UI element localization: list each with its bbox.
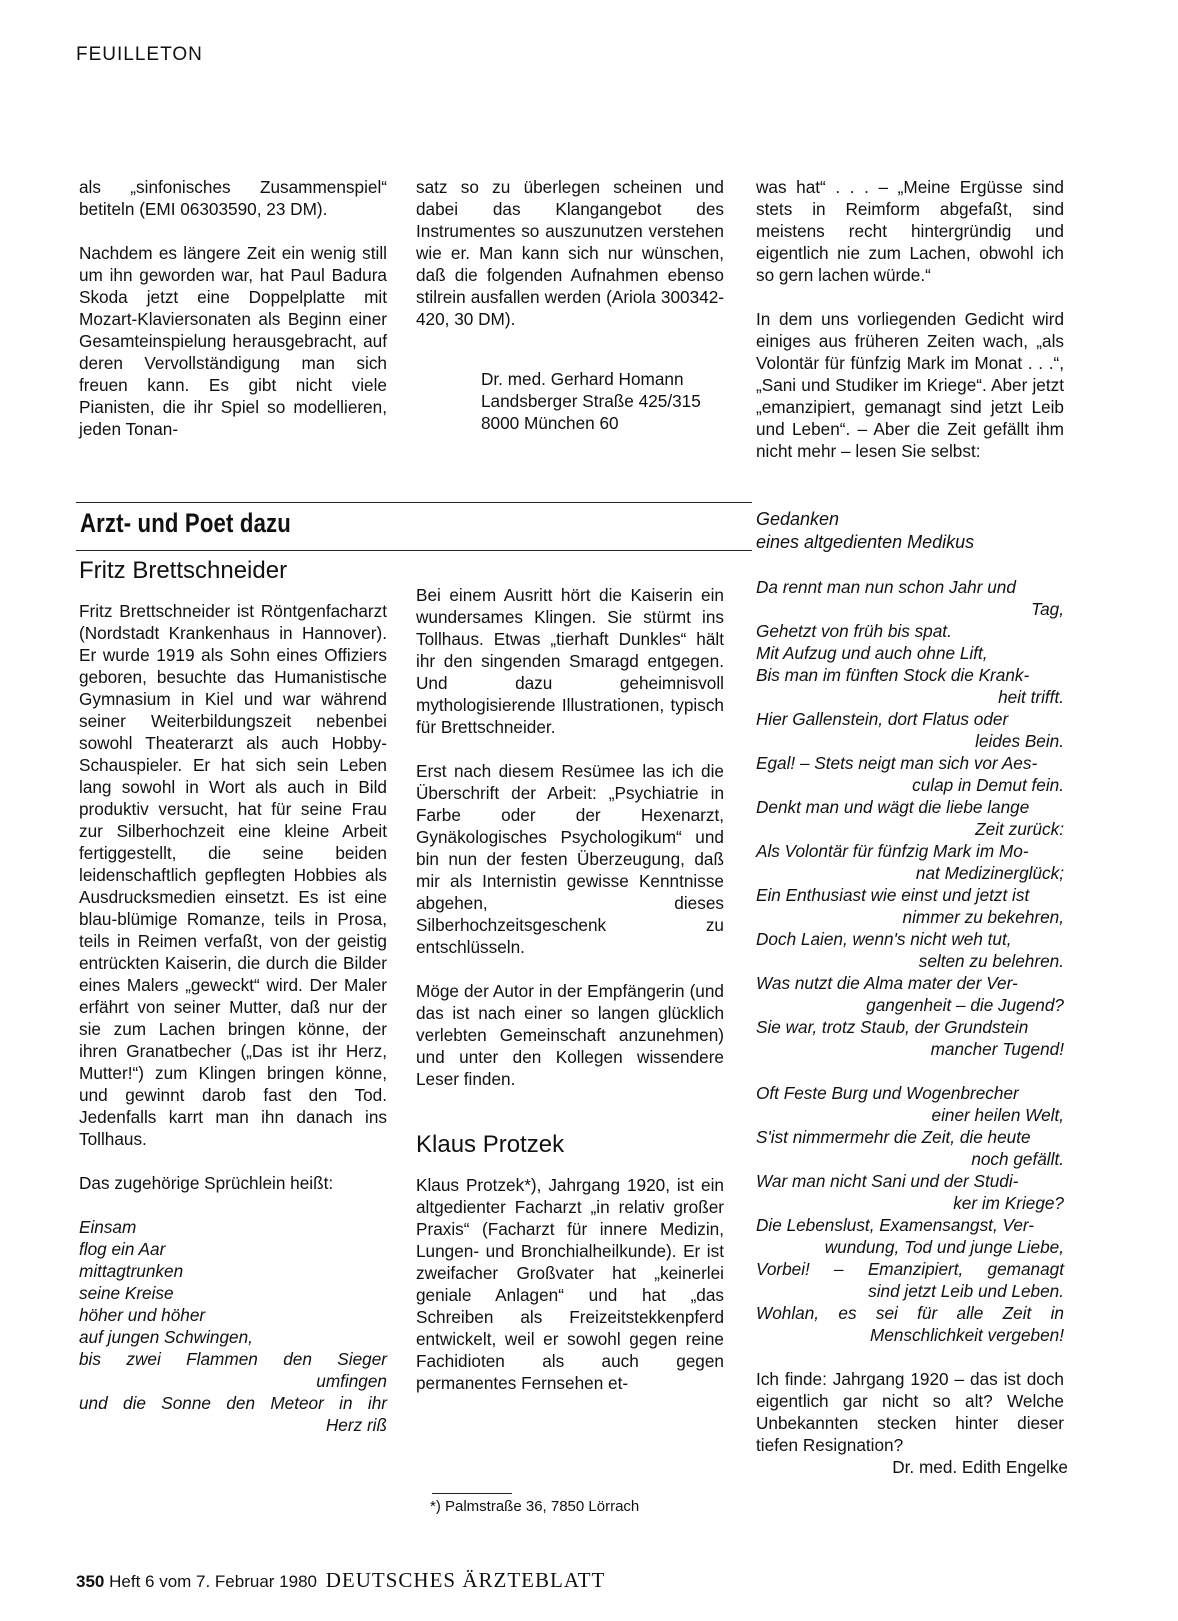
poem-line: culap in Demut fein. [912, 775, 1064, 795]
paragraph: In dem uns vorliegenden Gedicht wird einiges aus früheren Zeiten wach, „als Volontär für fünfzig Mark im Monat . . .“, „Sani und Studiker im Kriege“. Aber jetzt „emanzipiert, gemanagt sind jetzt Leib und Leben“. – Aber die Zeit gefällt ihm nicht mehr – lesen Sie selbst: [756, 309, 1064, 461]
poem-line: Vorbei! – Emanzipiert, gemanagt [756, 1259, 1064, 1279]
article-column-2 [416, 584, 724, 1394]
poem-line: mancher Tugend! [930, 1039, 1064, 1059]
poem-line: noch gefällt. [971, 1149, 1064, 1169]
poem-line: ker im Kriege? [953, 1193, 1064, 1213]
paragraph: satz so zu überlegen scheinen und dabei das Klangangebot des Instrumentes so auszunutzen verstehen wie er. Man kann sich nur wünschen, daß die folgenden Aufnahmen ebenso stilrein ausfallen werden (Ariola 300342-420, 30 DM). [416, 177, 724, 329]
stanza-gap [756, 1060, 1064, 1082]
poem-line: Bis man im fünften Stock die Krank- [756, 665, 1030, 685]
verse-line: umfingen [316, 1371, 387, 1391]
poem-line: Ein Enthusiast wie einst und jetzt ist [756, 885, 1030, 905]
verse-line: Herz riß [325, 1415, 387, 1435]
poem-line: Gehetzt von früh bis spat. [756, 621, 952, 641]
poem-line: Da rennt man nun schon Jahr und [756, 577, 1016, 597]
verse-line: bis zwei Flammen den Sieger [79, 1349, 387, 1369]
paragraph: Das zugehörige Sprüchlein heißt: [79, 1173, 334, 1193]
footnote-rule [432, 1493, 512, 1494]
subheading-protzek: Klaus Protzek [416, 1131, 565, 1158]
paragraph: Möge der Autor in der Empfängerin (und das ist nach einer so langen glücklich verlebten Gemeinschaft anzunehmen) und unter den Kollegen wissendere Leser finden. [416, 981, 724, 1089]
poem-line: Oft Feste Burg und Wogenbrecher [756, 1083, 1019, 1103]
footnote: *) Palmstraße 36, 7850 Lörrach [430, 1498, 640, 1515]
paragraph: Fritz Brettschneider ist Röntgenfacharzt (Nordstadt Krankenhaus in Hannover). Er wurde 1919 als Sohn eines Offiziers geboren, besuchte das Humanistische Gymnasium in Kiel und war während seiner Weiterbildungszeit nebenbei sowohl Theaterarzt als auch Hobby-Schauspieler. Er hat sich sein Leben lang sowohl in Wort als auch in Bild produktiv versucht, hat für seine Frau zur Silberhochzeit eine kleine Arbeit fertiggestellt, die seine beiden leidenschaftlich gepflegten Hobbies als Ausdrucksmedien einsetzt. Es ist eine blau-blümige Romanze, teils in Prosa, teils in Reimen verfaßt, von der geistig entrückten Kaiserin, die durch die Bilder eines Malers „geweckt“ wird. Der Maler erfährt von seiner Mutter, daß nur der sie zum Lachen bringen könne, der ihren Granatbecher („Das ist ihr Herz, Mutter!“) zum Klingen bringen könne, und gewinnt darob fast den Tod. Jedenfalls karrt man ihn danach ins Tollhaus. [79, 601, 387, 1149]
paragraph: Nachdem es längere Zeit ein wenig still um ihn geworden war, hat Paul Badura Skoda jetzt eine Doppelplatte mit Mozart-Klaviersonaten als Beginn einer Gesamteinspielung herausgebracht, auf deren Vervollständigung man sich freuen kann. Es gibt nicht viele Pianisten, die ihr Spiel so modellieren, jeden Tonan- [79, 243, 387, 439]
poem-line: Wohlan, es sei für alle Zeit in [756, 1303, 1064, 1323]
headline-rule-top [76, 502, 752, 503]
poem-line: Als Volontär für fünfzig Mark im Mo- [756, 841, 1029, 861]
column-3 [756, 176, 1068, 1478]
magazine-name: DEUTSCHES ÄRZTEBLATT [325, 1568, 606, 1592]
verse-line: Einsam [79, 1217, 137, 1237]
poem-line: War man nicht Sani und der Studi- [756, 1171, 1019, 1191]
page-number: 350 [76, 1572, 105, 1591]
verse-line: auf jungen Schwingen, [79, 1327, 253, 1347]
paragraph: als „sinfonisches Zusammenspiel“ betiteln (EMI 06303590, 23 DM). [79, 177, 387, 219]
article-column-1 [79, 556, 387, 1436]
poem-line: Hier Gallenstein, dort Flatus oder [756, 709, 1009, 729]
poem-line: Egal! – Stets neigt man sich vor Aes- [756, 753, 1038, 773]
poem [756, 576, 1064, 1346]
verse-line: höher und höher [79, 1305, 206, 1325]
poem-line: Denkt man und wägt die liebe lange [756, 797, 1030, 817]
issue-info: Heft 6 vom 7. Februar 1980 [109, 1572, 317, 1591]
poem-line: Menschlichkeit vergeben! [870, 1325, 1064, 1345]
top-column-1 [79, 176, 387, 440]
article-headline: Arzt- und Poet dazu [80, 508, 291, 538]
paragraph: Klaus Protzek*), Jahrgang 1920, ist ein altgedienter Facharzt „in relativ großer Praxis“ (Facharzt für innere Medizin, Lungen- und Bronchialheilkunde). Er ist zweifacher Großvater hat „keinerlei geniale Anlagen“ und hat „das Schreiben als Freizeitstekkenpferd entwickelt, weil er sowohl gegen reine Fachidioten als auch gegen permanentes Fernsehen et- [416, 1175, 724, 1393]
verse-block [79, 1216, 387, 1436]
poem-title-line: Gedanken [756, 509, 840, 529]
poem-line: S'ist nimmermehr die Zeit, die heute [756, 1127, 1031, 1147]
poem-line: Doch Laien, wenn's nicht weh tut, [756, 929, 1012, 949]
poem-line: nat Medizinerglück; [915, 863, 1064, 883]
paragraph: was hat“ . . . – „Meine Ergüsse sind stets in Reimform abgefaßt, sind meistens recht hintergründig und eigentlich nie zum Lachen, obwohl ich so gern lachen würde.“ [756, 177, 1064, 285]
poem-line: Die Lebenslust, Examensangst, Ver- [756, 1215, 1035, 1235]
signature-line: Dr. med. Gerhard Homann [481, 369, 684, 389]
poem-line: Mit Aufzug und auch ohne Lift, [756, 643, 988, 663]
signature-line: Landsberger Straße 425/315 [481, 391, 701, 411]
page-footer [76, 1568, 605, 1593]
poem-line: leides Bein. [975, 731, 1064, 751]
verse-line: mittagtrunken [79, 1261, 184, 1281]
poem-title-line: eines altgedienten Medikus [756, 532, 975, 552]
poem-line: Sie war, trotz Staub, der Grundstein [756, 1017, 1029, 1037]
poem-line: gangenheit – die Jugend? [866, 995, 1064, 1015]
poem-title [756, 508, 1064, 554]
poem-line: wundung, Tod und junge Liebe, [824, 1237, 1064, 1257]
headline-rule-bottom [76, 550, 752, 551]
top-column-2 [416, 176, 724, 330]
verse-line: und die Sonne den Meteor in ihr [79, 1393, 387, 1413]
poem-line: selten zu belehren. [918, 951, 1064, 971]
poem-line: Tag, [1031, 599, 1064, 619]
poem-line: Was nutzt die Alma mater der Ver- [756, 973, 1018, 993]
poem-line: nimmer zu bekehren, [902, 907, 1064, 927]
section-label: FEUILLETON [76, 44, 203, 65]
paragraph: Erst nach diesem Resümee las ich die Überschrift der Arbeit: „Psychiatrie in Farbe oder der Hexenarzt, Gynäkologisches Psychologikum“ und bin nun der festen Überzeugung, daß mir als Internistin gewisse Kenntnisse abgehen, dieses Silberhochzeitsgeschenk zu entschlüsseln. [416, 761, 724, 957]
signature-line: 8000 München 60 [481, 413, 619, 433]
poem-line: Zeit zurück: [975, 819, 1064, 839]
poem-line: heit trifft. [998, 687, 1064, 707]
signature-homann [481, 368, 701, 434]
subheading-brettschneider: Fritz Brettschneider [79, 557, 288, 584]
verse-line: flog ein Aar [79, 1239, 166, 1259]
poem-line: einer heilen Welt, [931, 1105, 1064, 1125]
signature-engelke: Dr. med. Edith Engelke [892, 1457, 1068, 1477]
paragraph: Ich finde: Jahrgang 1920 – das ist doch eigentlich gar nicht so alt? Welche Unbekannten stecken hinter dieser tiefen Resignation? [756, 1369, 1064, 1455]
verse-line: seine Kreise [79, 1283, 174, 1303]
paragraph: Bei einem Ausritt hört die Kaiserin ein wundersames Klingen. Sie stürmt ins Tollhaus. Etwas „tierhaft Dunkles“ hält ihr den singenden Smaragd entgegen. Und dazu geheimnisvoll mythologisierende Illustrationen, typisch für Brettschneider. [416, 585, 724, 737]
poem-line: sind jetzt Leib und Leben. [868, 1281, 1064, 1301]
